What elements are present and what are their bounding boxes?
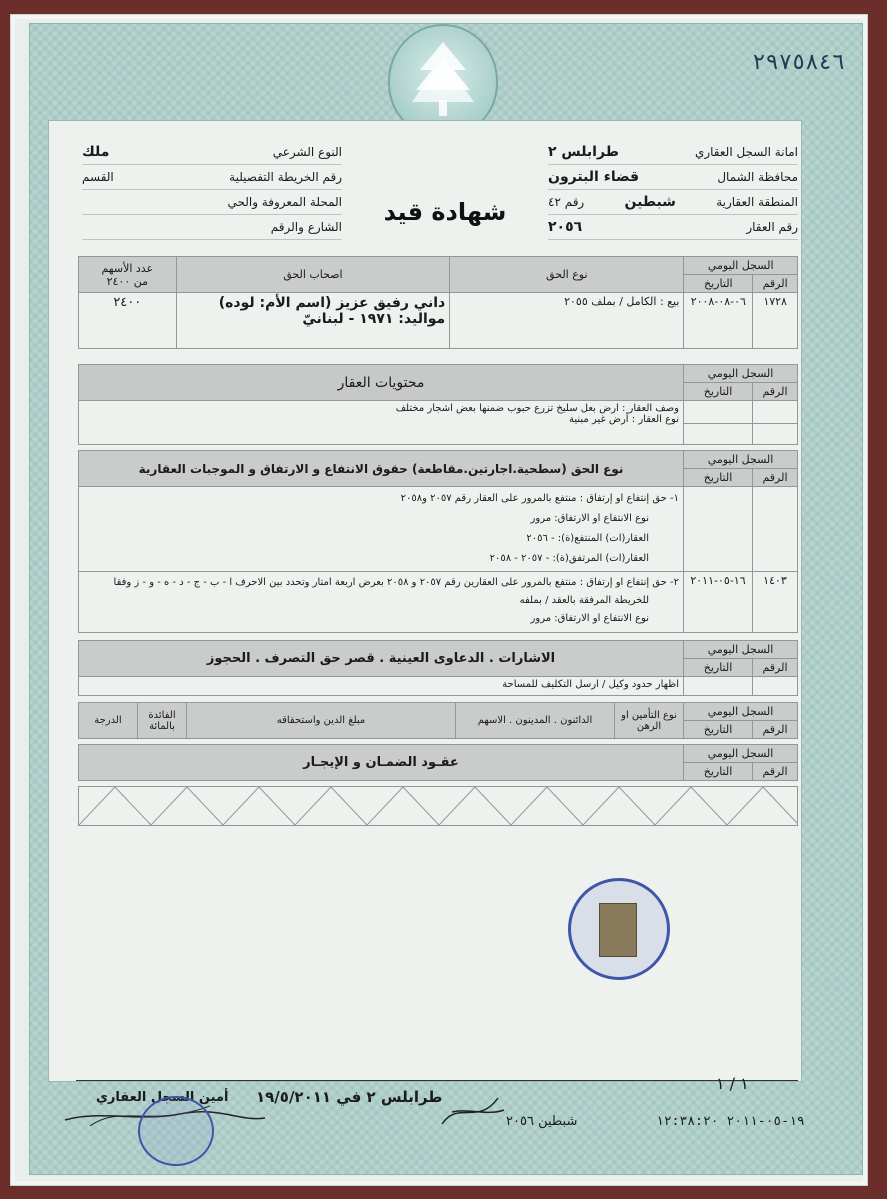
header-row bbox=[82, 165, 342, 190]
creditors-header: الدائنون . المدينون . الاسهم bbox=[456, 703, 615, 739]
date-header: التاريخ bbox=[684, 763, 753, 781]
leases-title: عقـود الضمـان و الإيجـار bbox=[79, 745, 684, 781]
header-left bbox=[82, 140, 342, 240]
date-header: التاريخ bbox=[684, 275, 753, 293]
easement-item-1 bbox=[79, 487, 684, 572]
item1-line: العقار(ات) المرتفق(ة): - ٢٠٥٧ - ٢٠٥٨ bbox=[489, 553, 649, 564]
timestamp: ١٩-٠٥-٢٠١١ ١٢:٣٨:٢٠ bbox=[656, 1114, 805, 1129]
rank-header: الدرجة bbox=[79, 703, 138, 739]
num-header: الرقم bbox=[753, 469, 798, 487]
daily-log-header: السجل اليومي bbox=[684, 703, 798, 721]
item2-line: للخريطة المرفقة بالعقد / بملفه bbox=[519, 595, 649, 606]
shares-label: عدد الأسهم bbox=[101, 261, 154, 275]
easements-table bbox=[78, 450, 798, 633]
area-ref: شبطين ٢٠٥٦ bbox=[506, 1114, 578, 1129]
notes-title: الاشارات . الدعاوى العينية . قصر حق التصرف . الحجوز bbox=[79, 641, 684, 677]
header-row bbox=[548, 190, 798, 215]
header-row bbox=[548, 165, 798, 190]
header-label: محافظة الشمال bbox=[717, 170, 798, 184]
contents-num bbox=[753, 401, 798, 424]
daily-log-header: السجل اليومي bbox=[684, 451, 798, 469]
item2-line: ٢- حق إنتفاع او إرتفاق : منتفع بالمرور على العقارين رقم ٢٠٥٧ و ٢٠٥٨ بعرض اربعة امتار وتحدد بين الاحرف ا - ب - ج - د - ه - و - ز وفقا bbox=[113, 577, 679, 588]
item2-line: نوع الانتفاع او الارتفاق: مرور bbox=[530, 613, 649, 624]
item1-line: العقار(ات) المنتفع(ة): - ٢٠٥٦ bbox=[526, 533, 649, 544]
signature-icon bbox=[438, 1090, 508, 1130]
easement-item-2 bbox=[79, 572, 684, 633]
contents-date bbox=[684, 424, 753, 445]
insurance-header: نوع التأمين او الرهن bbox=[615, 703, 684, 739]
contents-num bbox=[753, 424, 798, 445]
leases-table bbox=[78, 744, 798, 781]
daily-log-header: السجل اليومي bbox=[684, 257, 798, 275]
right-type-header: نوع الحق bbox=[450, 257, 684, 293]
row-right-type: بيع : الكامل / بملف ٢٠٥٥ bbox=[450, 293, 684, 349]
header-row bbox=[548, 140, 798, 165]
num-header: الرقم bbox=[753, 275, 798, 293]
item1-num bbox=[753, 487, 798, 572]
row-num: ١٧٢٨ bbox=[753, 293, 798, 349]
place-date: طرابلس ٢ في ١٩/٥/٢٠١١ bbox=[256, 1088, 443, 1106]
interest-header: الفائدة بالمائة bbox=[138, 703, 187, 739]
daily-log-header: السجل اليومي bbox=[684, 641, 798, 659]
header-value: شبطين bbox=[624, 194, 676, 210]
registrar-title: أمين السجل العقاري bbox=[96, 1090, 229, 1105]
header-value: قضاء البترون bbox=[548, 169, 640, 185]
item2-date: ١٦-٠٥-٢٠١١ bbox=[684, 572, 753, 633]
header-extra: رقم ٤٢ bbox=[548, 195, 585, 209]
date-header: التاريخ bbox=[684, 659, 753, 677]
shares-header bbox=[79, 257, 177, 293]
footer-rule bbox=[76, 1080, 798, 1081]
header-label: الشارع والرقم bbox=[270, 220, 342, 234]
date-header: التاريخ bbox=[684, 383, 753, 401]
page-count: ١ / ١ bbox=[716, 1074, 749, 1093]
contents-body bbox=[79, 401, 684, 445]
num-header: الرقم bbox=[753, 383, 798, 401]
page-title: شهادة قيد bbox=[383, 198, 507, 226]
daily-log-header: السجل اليومي bbox=[684, 745, 798, 763]
header-row bbox=[82, 190, 342, 215]
header-label: المحلة المعروفة والحي bbox=[227, 195, 342, 209]
amount-header: مبلغ الدين واستحقاقه bbox=[187, 703, 456, 739]
revenue-stamp-icon bbox=[568, 878, 670, 980]
daily-log-header: السجل اليومي bbox=[684, 365, 798, 383]
contents-table bbox=[78, 364, 798, 445]
diagonal-pattern bbox=[78, 786, 798, 826]
mortgage-table bbox=[78, 702, 798, 739]
num-header: الرقم bbox=[753, 659, 798, 677]
header-right bbox=[548, 140, 798, 240]
header-value: ملك bbox=[82, 144, 110, 160]
contents-date bbox=[684, 401, 753, 424]
num-header: الرقم bbox=[753, 721, 798, 739]
easements-title: نوع الحق (سطحية.اجارتين.مقاطعة) حقوق الانتفاع و الارتفاق و الموجبات العقارية bbox=[79, 451, 684, 487]
header-value: طرابلس ٢ bbox=[548, 144, 619, 160]
item2-num: ١٤٠٣ bbox=[753, 572, 798, 633]
header-value: ٢٠٥٦ bbox=[548, 219, 583, 235]
property-description: وصف العقار : ارض بعل سليخ تزرع حبوب ضمنها بعض اشجار مختلف bbox=[395, 403, 679, 414]
fiscal-stamp bbox=[599, 903, 637, 957]
num-header: الرقم bbox=[753, 763, 798, 781]
header-label: امانة السجل العقاري bbox=[694, 145, 798, 159]
row-date: ٠٦-٠٨-٢٠٠٨ bbox=[684, 293, 753, 349]
header-row bbox=[82, 215, 342, 240]
header-row bbox=[82, 140, 342, 165]
header-label: رقم العقار bbox=[746, 220, 798, 234]
header-label: النوع الشرعي bbox=[272, 145, 342, 159]
header-row bbox=[548, 215, 798, 240]
notes-line: اظهار حدود وكيل / ارسل التكليف للمساحة bbox=[79, 677, 684, 696]
item1-line: ١- حق إنتفاع او إرتفاق : منتفع بالمرور على العقار رقم ٢٠٥٧ و٢٠٥٨ bbox=[400, 493, 679, 504]
owners-header: اصحاب الحق bbox=[176, 257, 450, 293]
header-label: المنطقة العقارية bbox=[716, 195, 798, 209]
date-header: التاريخ bbox=[684, 721, 753, 739]
notes-table bbox=[78, 640, 798, 696]
official-seal-icon bbox=[138, 1096, 214, 1166]
notes-num bbox=[753, 677, 798, 696]
contents-title: محتويات العقار bbox=[79, 365, 684, 401]
item1-line: نوع الانتفاع او الارتفاق: مرور bbox=[530, 513, 649, 524]
rights-table bbox=[78, 256, 798, 349]
item1-date bbox=[684, 487, 753, 572]
shares-of: من ٢٤٠٠ bbox=[106, 274, 148, 288]
date-header: التاريخ bbox=[684, 469, 753, 487]
property-kind: نوع العقار : أرض غير مبنية bbox=[569, 414, 679, 425]
document-number: ٢٩٧٥٨٤٦ bbox=[752, 50, 845, 75]
row-shares: ٢٤٠٠ bbox=[79, 293, 177, 349]
header-value: القسم bbox=[82, 170, 114, 184]
header-label: رقم الخريطة التفصيلية bbox=[229, 170, 342, 184]
notes-date bbox=[684, 677, 753, 696]
row-owner: داني رفيق عزيز (اسم الأم: لوده) مواليد: ١٩٧١ - لبنانيّ bbox=[176, 293, 450, 349]
